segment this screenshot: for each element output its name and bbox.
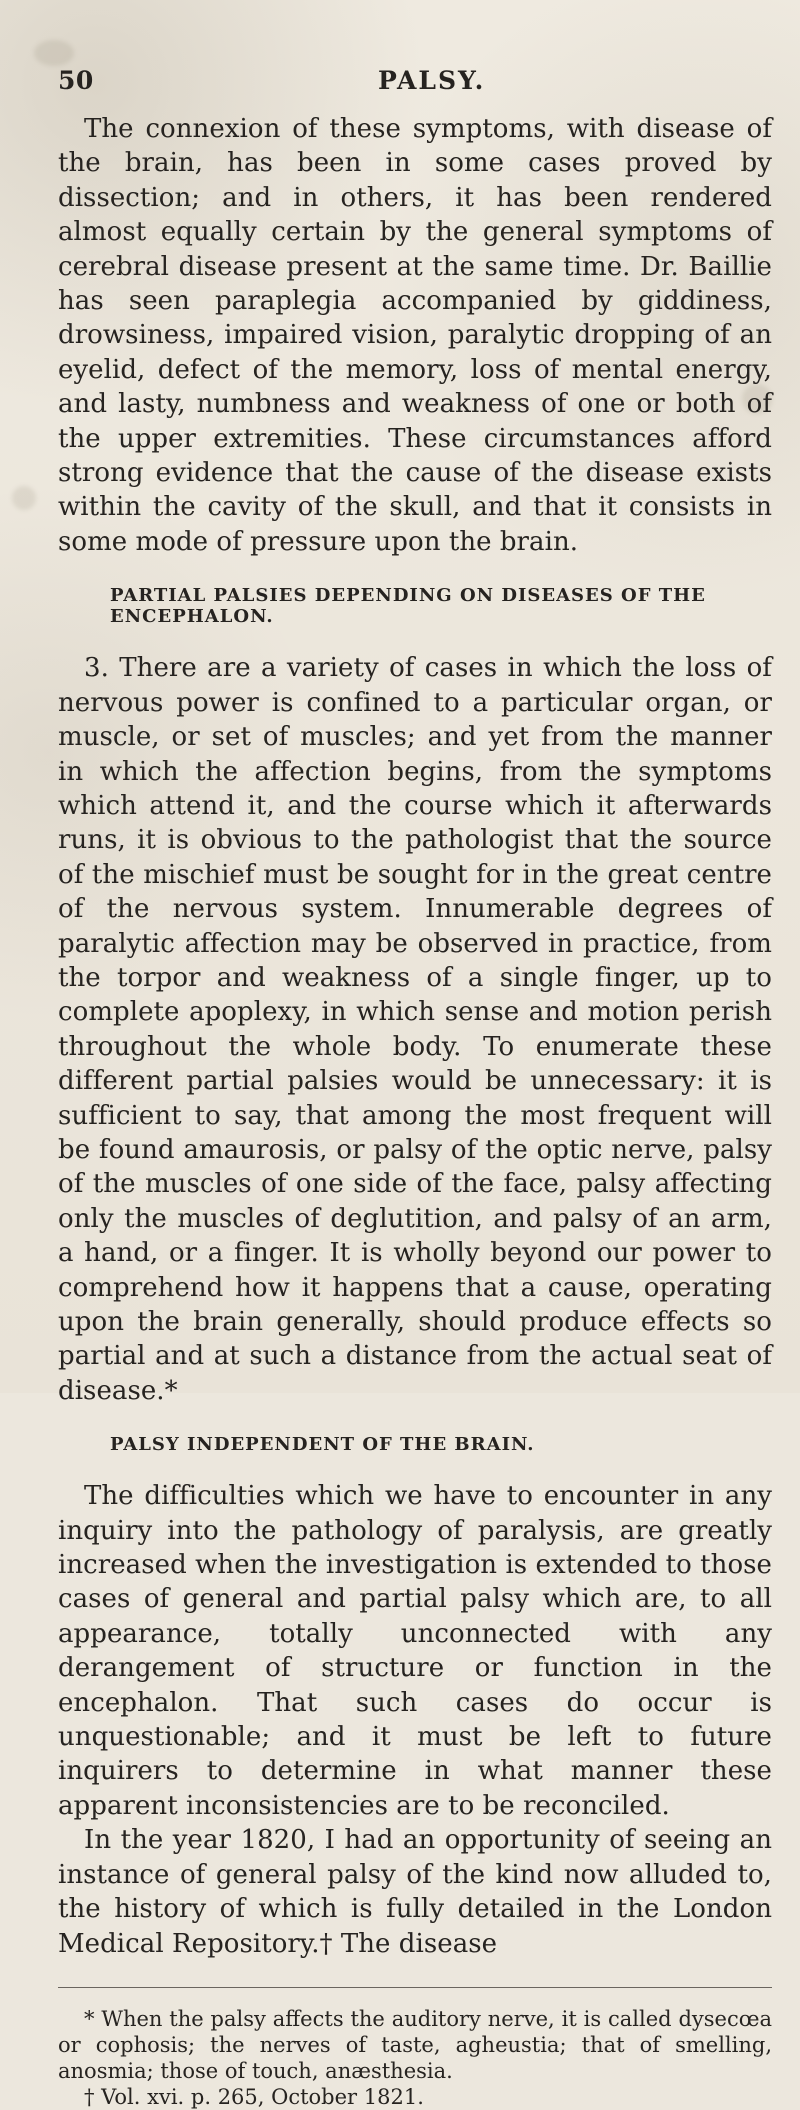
running-head [58, 66, 500, 102]
page-content [58, 112, 772, 2110]
paper-stain [34, 40, 74, 66]
paper-stain [12, 486, 36, 510]
footnote: * When the palsy affects the auditory nerve, it is called dysecœa or cophosis; the nerves of taste, agheustia; that of smelling, anosmia; those of touch, anæsthesia. [58, 2006, 772, 2083]
body-paragraph: In the year 1820, I had an opportunity of seeing an instance of general palsy of the kind now alluded to, the history of which is fully detailed in the London Medical Repository.† The disease [58, 1825, 772, 1959]
page-header-title: PALSY. [378, 66, 486, 95]
page-number: 50 [58, 66, 94, 95]
footnote-divider [58, 1987, 772, 1988]
body-paragraph: The connexion of these symptoms, with disease of the brain, has been in some cases proved by dissection; and in others, it has been rendered almost equally certain by the general symptoms of cerebral disease present at the same time. Dr. Baillie has seen paraplegia accompanied by giddiness, drowsiness, impaired vision, paralytic dropping of an eyelid, defect of the memory, loss of mental energy, and lasty, numbness and weakness of one or both of the upper extremities. These circumstances afford strong evidence that the cause of the disease exists within the cavity of the skull, and that it consists in some mode of pressure upon the brain. [58, 114, 772, 557]
section-heading: PALSY INDEPENDENT OF THE BRAIN. [110, 1434, 535, 1456]
section-heading: PARTIAL PALSIES DEPENDING ON DISEASES OF THE ENCEPHALON. [110, 585, 706, 628]
body-paragraph: The difficulties which we have to encounter in any inquiry into the pathology of paralysis, are greatly increased when the investigation is extended to those cases of general and partial palsy which are, to all appearance, totally unconnected with any derangement of structure or function in the encephalon. That such cases do occur is unquestionable; and it must be left to future inquirers to determine in what manner these apparent inconsistencies are to be reconciled. [58, 1481, 772, 1821]
body-paragraph: 3. There are a variety of cases in which the loss of nervous power is confined to a particular organ, or muscle, or set of muscles; and yet from the manner in which the affection begins, from the symptoms which attend it, and the course which it afterwards runs, it is obvious to the pathologist that the source of the mischief must be sought for in the great centre of the nervous system. Innumerable degrees of paralytic affection may be observed in practice, from the torpor and weakness of a single finger, up to complete apoplexy, in which sense and motion perish throughout the whole body. To enumerate these different partial palsies would be unnecessary: it is sufficient to say, that among the most frequent will be found amaurosis, or palsy of the optic nerve, palsy of the muscles of one side of the face, palsy affecting only the muscles of deglutition, and palsy of an arm, a hand, or a finger. It is wholly beyond our power to comprehend how it happens that a cause, operating upon the brain generally, should produce effects so partial and at such a distance from the actual seat of disease.* [58, 653, 772, 1406]
footnote: † Vol. xvi. p. 265, October 1821. [84, 2084, 424, 2109]
